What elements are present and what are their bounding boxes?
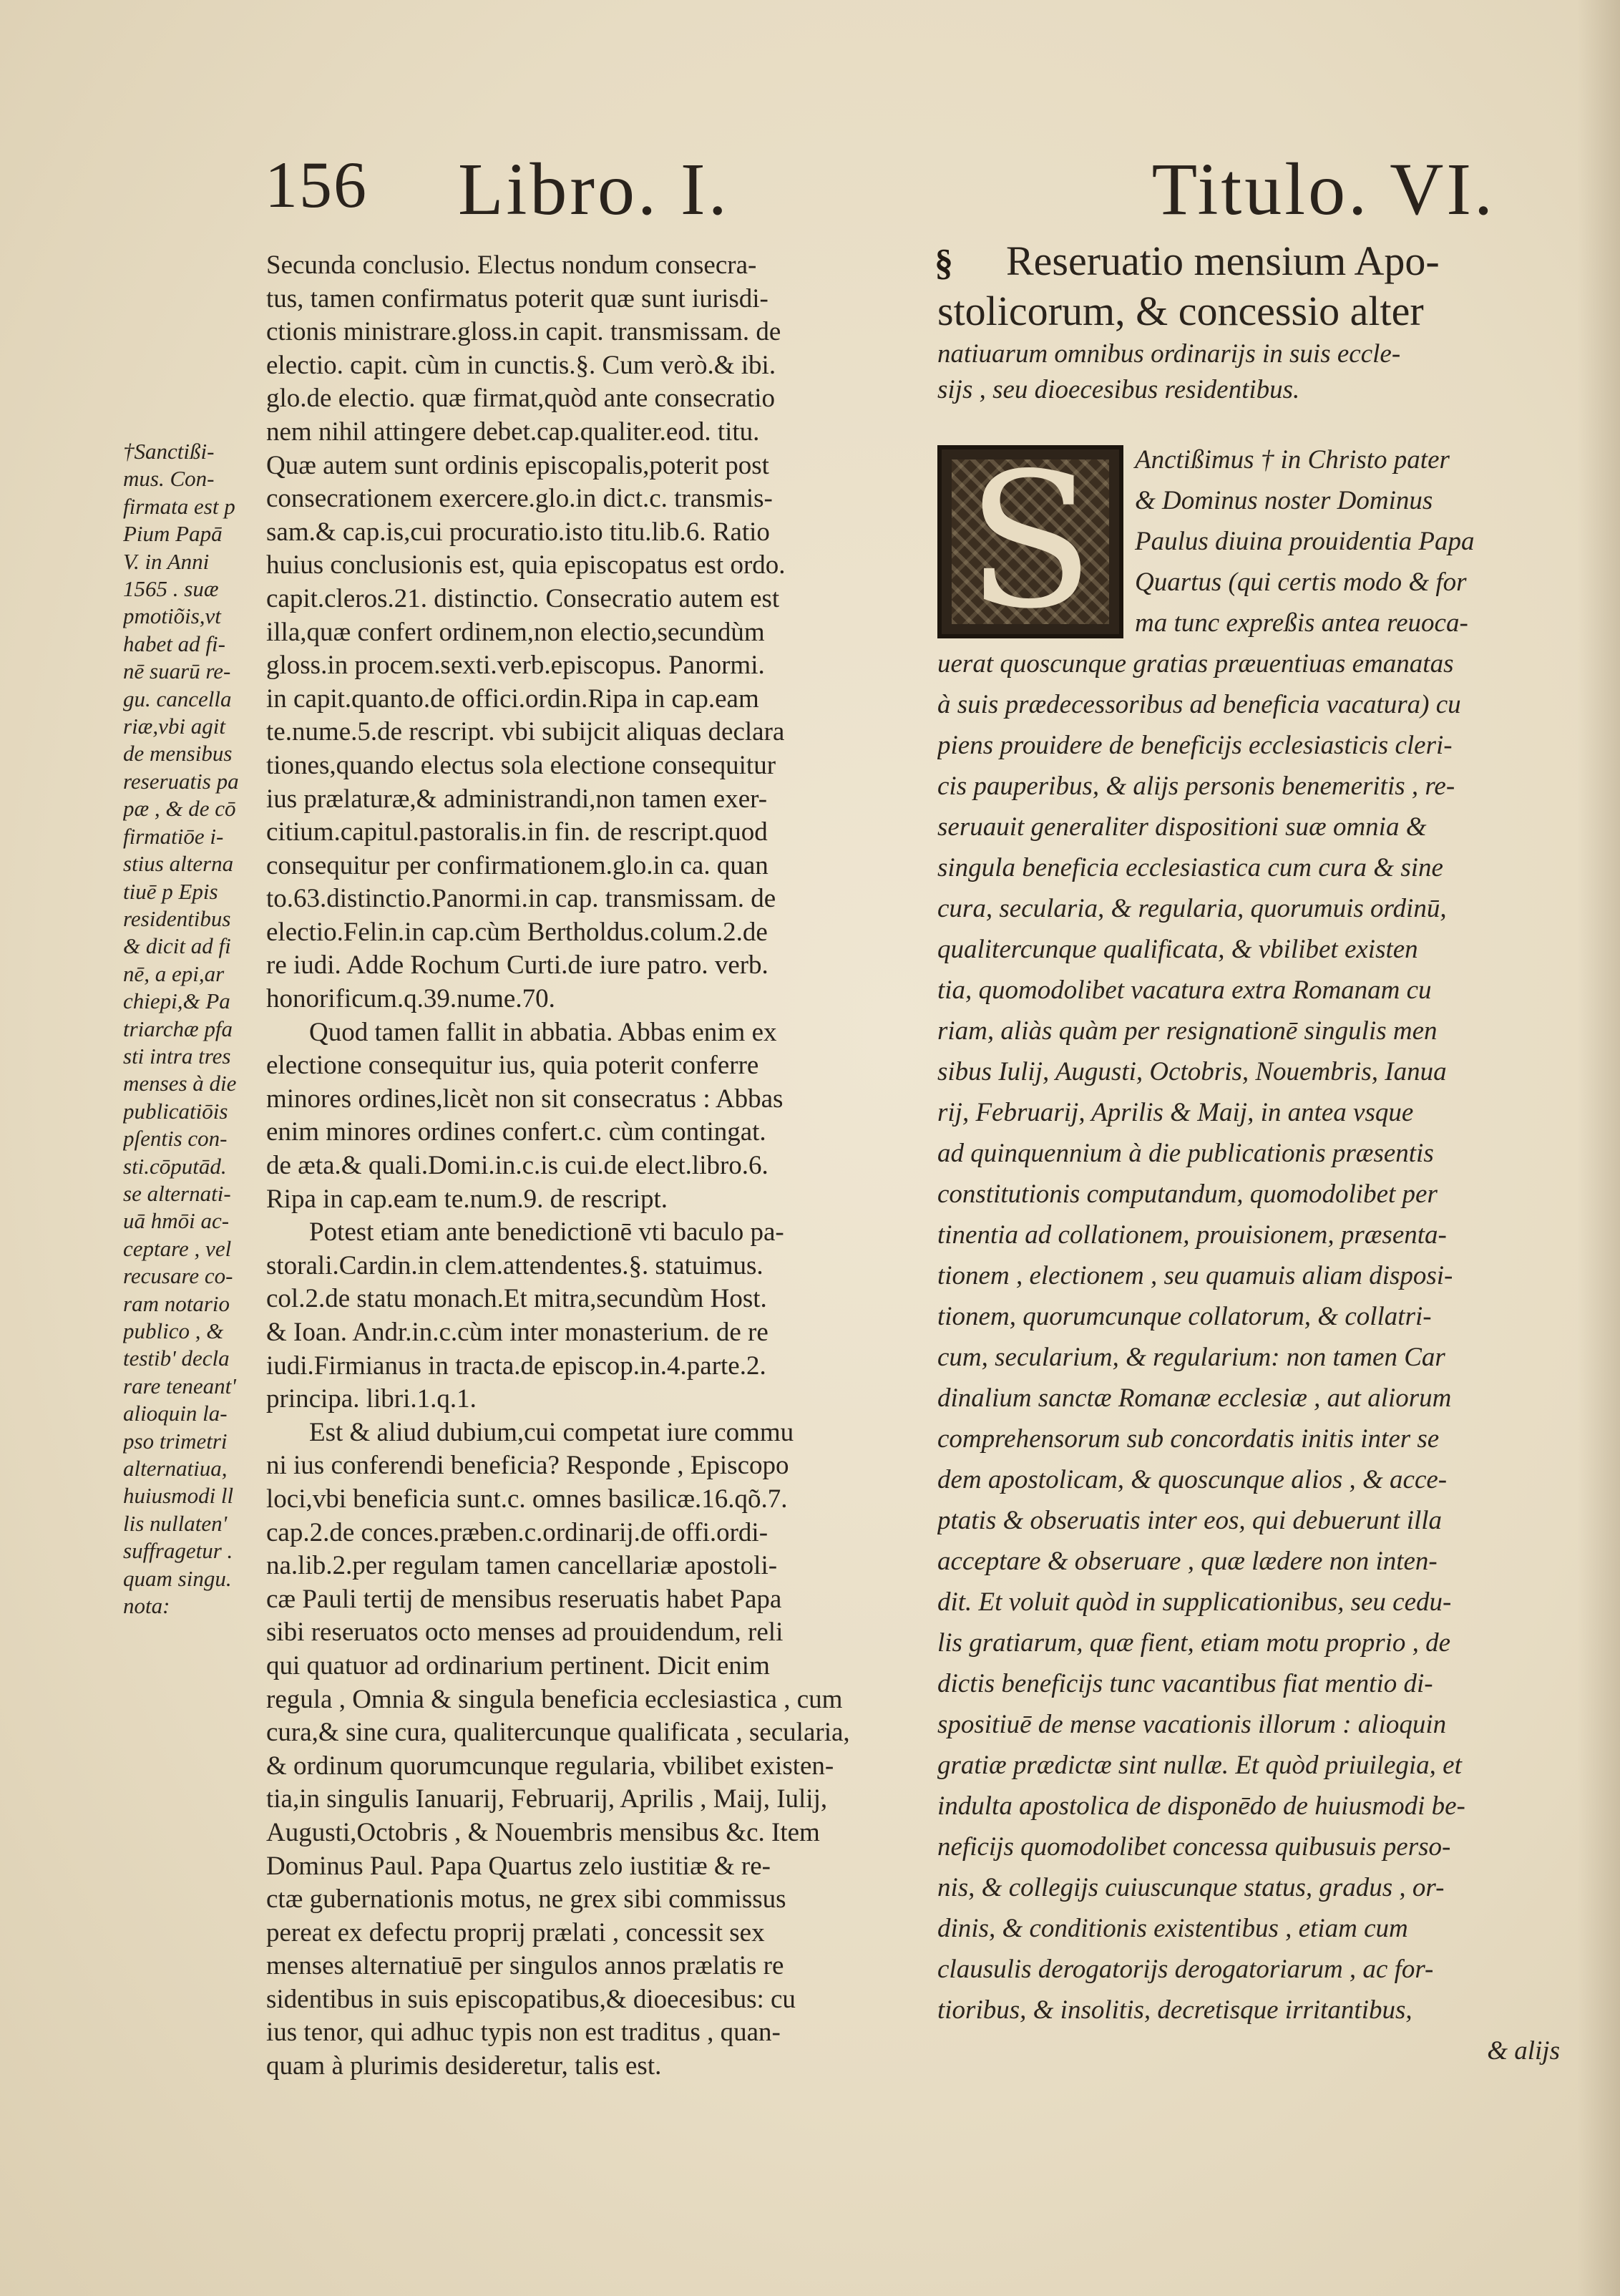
text-line: spositiuē de mense vacationis illorum : alioquin bbox=[937, 1710, 1447, 1739]
text-line: nis, & collegijs cuiuscunque status, gradus , or- bbox=[937, 1873, 1445, 1902]
left-column bbox=[266, 249, 889, 2083]
text-line: ctæ gubernationis motus, ne grex sibi commissus bbox=[266, 1884, 786, 1915]
margin-note-line: V. in Anni bbox=[123, 548, 210, 574]
left-paragraph-4 bbox=[266, 1416, 889, 2083]
margin-note-line: nē, a epi,ar bbox=[123, 960, 225, 986]
book-heading: Libro. I. bbox=[458, 148, 730, 230]
margin-note-line: residentibus bbox=[123, 905, 231, 931]
margin-note-line: tiuē p Epis bbox=[123, 878, 218, 904]
text-line: Quod tamen fallit in abbatia. Abbas enim ex bbox=[309, 1017, 777, 1047]
text-line: Est & aliud dubium,cui competat iure commu bbox=[309, 1417, 794, 1447]
margin-note-line: chiepi,& Pa bbox=[123, 988, 230, 1014]
text-line: tia,in singulis Ianuarij, Februarij, Aprilis , Maij, Iulij, bbox=[266, 1784, 828, 1814]
text-line: sibus Iulij, Augusti, Octobris, Nouembris, Ianua bbox=[937, 1057, 1447, 1086]
text-line: singula beneficia ecclesiastica cum cura & sine bbox=[937, 853, 1443, 882]
text-line: citium.capitul.pastoralis.in fin. de rescript.quod bbox=[266, 817, 768, 847]
text-line: consecrationem exercere.glo.in dict.c. transmis- bbox=[266, 484, 773, 514]
text-line: menses alternatiuē per singulos annos prælatis re bbox=[266, 1951, 784, 1981]
margin-note-line: triarchæ pfa bbox=[123, 1016, 233, 1041]
text-line: tus, tamen confirmatus poterit quæ sunt iurisdi- bbox=[266, 283, 768, 313]
margin-note-line: uā hmōi ac- bbox=[123, 1208, 230, 1234]
margin-note-line: sti intra tres bbox=[123, 1043, 231, 1069]
margin-note-line: stius alterna bbox=[123, 851, 234, 877]
left-paragraph-3 bbox=[266, 1216, 889, 1416]
margin-note-line: ram notario bbox=[123, 1290, 230, 1316]
text-line: piens prouidere de beneficijs ecclesiasticis cleri- bbox=[937, 731, 1453, 760]
margin-note-line: lis nullaten' bbox=[123, 1510, 228, 1536]
text-line: Quartus (qui certis modo & for bbox=[1135, 568, 1467, 597]
margin-note-line: reseruatis pa bbox=[123, 768, 239, 794]
margin-note-line: publicatiōis bbox=[123, 1098, 228, 1124]
margin-note-line: nota: bbox=[123, 1593, 170, 1619]
text-line: uerat quoscunque gratias præuentiuas emanatas bbox=[937, 649, 1454, 678]
section-title bbox=[937, 236, 1567, 408]
left-paragraph-2 bbox=[266, 1016, 889, 1217]
decorated-initial bbox=[937, 434, 1123, 650]
text-line: huius conclusionis est, quia episcopatus est ordo. bbox=[266, 550, 786, 580]
text-line: gratiæ prædictæ sint nullæ. Et quòd priuilegia, et bbox=[937, 1751, 1462, 1780]
text-line: na.lib.2.per regulam tamen cancellariæ apostoli- bbox=[266, 1551, 778, 1581]
text-line: ni ius conferendi beneficia? Responde , Episcopo bbox=[266, 1451, 789, 1481]
text-line: ctionis ministrare.gloss.in capit. transmissam. de bbox=[266, 317, 781, 347]
initial-ornament bbox=[952, 434, 1109, 650]
text-line: dinalium sanctæ Romanæ ecclesiæ , aut aliorum bbox=[937, 1383, 1452, 1413]
margin-note-line: †Sanctißi- bbox=[123, 439, 215, 464]
margin-note-line: ceptare , vel bbox=[123, 1235, 232, 1261]
title-line-3: natiuarum omnibus ordinarijs in suis eccle- bbox=[937, 339, 1401, 369]
text-line: indulta apostolica de disponēdo de huiusmodi be- bbox=[937, 1791, 1465, 1821]
text-line: à suis prædecessoribus ad beneficia vacatura) cu bbox=[937, 690, 1461, 719]
text-line: Quæ autem sunt ordinis episcopalis,poterit post bbox=[266, 450, 769, 480]
margin-note-line: 1565 . suæ bbox=[123, 576, 219, 602]
text-line: de æta.& quali.Domi.in.c.is cui.de elect.libro.6. bbox=[266, 1151, 768, 1181]
margin-note-line: quam singu. bbox=[123, 1565, 232, 1591]
right-column bbox=[937, 236, 1567, 2071]
text-line: acceptare & obseruare , quæ lædere non inten- bbox=[937, 1547, 1438, 1576]
margin-note-line: mus. Con- bbox=[123, 466, 215, 492]
margin-note-line: menses à die bbox=[123, 1071, 237, 1096]
text-line: rij, Februarij, Aprilis & Maij, in antea vsque bbox=[937, 1098, 1414, 1127]
text-line: & Dominus noster Dominus bbox=[1135, 486, 1433, 515]
text-line: consequitur per confirmationem.glo.in ca. quan bbox=[266, 850, 768, 880]
text-line: tiones,quando electus sola electione consequitur bbox=[266, 750, 776, 780]
margin-note-line: gu. cancella bbox=[123, 686, 232, 711]
margin-note-line: publico , & bbox=[123, 1318, 224, 1343]
text-line: cura,& sine cura, qualitercunque qualificata , secularia, bbox=[266, 1718, 850, 1748]
text-line: sam.& cap.is,cui procuratio.isto titu.lib.6. Ratio bbox=[266, 517, 770, 547]
text-line: Dominus Paul. Papa Quartus zelo iustitiæ & re- bbox=[266, 1851, 771, 1881]
text-line: tioribus, & insolitis, decretisque irritantibus, bbox=[937, 1995, 1412, 2025]
text-line: honorificum.q.39.nume.70. bbox=[266, 984, 555, 1014]
text-line: ma tunc expreßis antea reuoca- bbox=[1135, 608, 1468, 638]
title-line-2: stolicorum, & concessio alter bbox=[937, 288, 1424, 334]
text-line: dit. Et voluit quòd in supplicationibus, seu cedu- bbox=[937, 1587, 1452, 1617]
text-line: to.63.distinctio.Panormi.in cap. transmissam. de bbox=[266, 884, 776, 914]
text-line: in capit.quanto.de offici.ordin.Ripa in cap.eam bbox=[266, 684, 759, 714]
text-line: & ordinum quorumcunque regularia, vbilibet existen- bbox=[266, 1751, 834, 1781]
text-line: capit.cleros.21. distinctio. Consecratio autem est bbox=[266, 583, 780, 613]
text-line: ptatis & obseruatis inter eos, qui debuerunt illa bbox=[937, 1506, 1443, 1535]
constitution-text bbox=[937, 434, 1567, 2071]
text-line: principa. libri.1.q.1. bbox=[266, 1384, 477, 1414]
text-line: tionem, quorumcunque collatorum, & collatri- bbox=[937, 1302, 1432, 1331]
text-line: sibi reseruatos octo menses ad prouidendum, reli bbox=[266, 1618, 784, 1648]
margin-note bbox=[123, 438, 250, 1620]
text-line: regula , Omnia & singula beneficia ecclesiastica , cum bbox=[266, 1684, 843, 1714]
text-line: Augusti,Octobris , & Nouembris mensibus &c. Item bbox=[266, 1817, 820, 1847]
margin-note-line: riæ,vbi agit bbox=[123, 714, 225, 739]
page-gutter-shadow bbox=[1577, 0, 1620, 2296]
margin-note-line: sti.cōputād. bbox=[123, 1153, 227, 1179]
title-line-4: sijs , seu dioecesibus residentibus. bbox=[937, 375, 1300, 404]
text-line: quam à plurimis desideretur, talis est. bbox=[266, 2051, 662, 2081]
running-header bbox=[265, 147, 1495, 240]
text-line: gloss.in procem.sexti.verb.episcopus. Panormi. bbox=[266, 651, 765, 681]
margin-note-line: firmatiōe i- bbox=[123, 823, 224, 849]
left-paragraph-1 bbox=[266, 249, 889, 1016]
text-line: ius prælaturæ,& administrandi,non tamen exer- bbox=[266, 784, 768, 814]
text-line: qualitercunque qualificata, & vbilibet existen bbox=[937, 935, 1418, 964]
margin-note-line: testib' decla bbox=[123, 1346, 230, 1371]
text-line: storali.Cardin.in clem.attendentes.§. statuimus. bbox=[266, 1250, 763, 1280]
text-line: neficijs quomodolibet concessa quibusuis perso- bbox=[937, 1832, 1451, 1862]
text-line: loci,vbi beneficia sunt.c. omnes basilicæ.16.qõ.7. bbox=[266, 1484, 788, 1514]
margin-note-line: pmotiõis,vt bbox=[123, 603, 221, 629]
text-line: lis gratiarum, quæ fient, etiam motu proprio , de bbox=[937, 1628, 1451, 1658]
margin-note-line: alioquin la- bbox=[123, 1401, 228, 1426]
margin-note-line: alternatiua, bbox=[123, 1456, 228, 1482]
margin-note-line: huiusmodi ll bbox=[123, 1483, 234, 1509]
text-line: iudi.Firmianus in tracta.de episcop.in.4.parte.2. bbox=[266, 1351, 766, 1381]
margin-note-line: nē suarū re- bbox=[123, 658, 231, 684]
text-line: Secunda conclusio. Electus nondum consecra- bbox=[266, 250, 757, 280]
text-line: electio. capit. cùm in cunctis.§. Cum verò.& ibi. bbox=[266, 350, 776, 380]
margin-note-line: firmata est p bbox=[123, 493, 235, 519]
text-line: seruauit generaliter dispositioni suæ omnia & bbox=[937, 812, 1427, 842]
text-line: col.2.de statu monach.Et mitra,secundùm Host. bbox=[266, 1284, 767, 1314]
text-line: sidentibus in suis episcopatibus,& dioecesibus: cu bbox=[266, 1984, 796, 2014]
margin-note-line: rare teneant' bbox=[123, 1373, 236, 1398]
folio-number: 156 bbox=[265, 148, 368, 221]
title-line-1: Reseruatio mensium Apo- bbox=[1006, 238, 1440, 284]
paragraph-mark-icon: § bbox=[935, 243, 953, 283]
text-line: nem nihil attingere debet.cap.qualiter.eod. titu. bbox=[266, 417, 760, 447]
text-line: dinis, & conditionis existentibus , etiam cum bbox=[937, 1914, 1408, 1943]
text-line: tia, quomodolibet vacatura extra Romanam cu bbox=[937, 976, 1432, 1005]
text-line: cum, secularium, & regularium: non tamen Car bbox=[937, 1343, 1445, 1372]
text-line: constitutionis computandum, quomodolibet per bbox=[937, 1179, 1438, 1209]
text-line: illa,quæ confert ordinem,non electio,secundùm bbox=[266, 617, 765, 647]
margin-note-line: pso trimetri bbox=[123, 1428, 228, 1454]
text-line: pereat ex defectu proprij prælati , concessit sex bbox=[266, 1917, 765, 1947]
margin-note-line: se alternati- bbox=[123, 1180, 231, 1206]
text-line: cæ Pauli tertij de mensibus reseruatis habet Papa bbox=[266, 1584, 782, 1614]
text-line: cis pauperibus, & alijs personis benemeritis , re- bbox=[937, 772, 1455, 801]
text-line: glo.de electio. quæ firmat,quòd ante consecratio bbox=[266, 384, 775, 414]
text-line: minores ordines,licèt non sit consecratus : Abbas bbox=[266, 1084, 784, 1114]
text-line: dictis beneficijs tunc vacantibus fiat mentio di- bbox=[937, 1669, 1433, 1698]
text-line: clausulis derogatorijs derogatoriarum , ac for- bbox=[937, 1955, 1434, 1984]
text-line: ius tenor, qui adhuc typis non est traditus , quan- bbox=[266, 2018, 781, 2048]
text-line: dem apostolicam, & quoscunque alios , & acce- bbox=[937, 1465, 1448, 1494]
text-line: ad quinquennium à die publicationis præsentis bbox=[937, 1139, 1434, 1168]
text-line: re iudi. Adde Rochum Curti.de iure patro. verb. bbox=[266, 950, 768, 981]
text-line: cura, secularia, & regularia, quorumuis ordinū, bbox=[937, 894, 1447, 923]
text-line: riam, aliàs quàm per resignationē singulis men bbox=[937, 1016, 1438, 1046]
margin-note-line: recusare co- bbox=[123, 1263, 233, 1289]
margin-note-line: Pium Papā bbox=[123, 521, 223, 547]
text-line: electio.Felin.in cap.cùm Bertholdus.colum.2.de bbox=[266, 917, 768, 947]
text-line: te.nume.5.de rescript. vbi subijcit aliquas declara bbox=[266, 717, 785, 747]
text-line: comprehensorum sub concordatis initis inter se bbox=[937, 1424, 1440, 1454]
margin-note-line: pſentis con- bbox=[123, 1126, 228, 1152]
text-line: Anctißimus † in Christo pater bbox=[1135, 445, 1450, 475]
text-line: enim minores ordines confert.c. cùm contingat. bbox=[266, 1117, 766, 1147]
text-line: tinentia ad collationem, prouisionem, præsenta- bbox=[937, 1220, 1447, 1250]
text-line: Ripa in cap.eam te.num.9. de rescript. bbox=[266, 1184, 668, 1214]
margin-note-line: suffragetur . bbox=[123, 1538, 233, 1564]
text-line: qui quatuor ad ordinarium pertinent. Dicit enim bbox=[266, 1650, 770, 1680]
margin-note-line: & dicit ad fi bbox=[123, 933, 231, 959]
catchword: & alijs bbox=[1487, 2036, 1560, 2066]
text-line: Paulus diuina prouidentia Papa bbox=[1135, 527, 1475, 556]
margin-note-line: pæ , & de cō bbox=[123, 796, 236, 822]
text-line: electione consequitur ius, quia poterit conferre bbox=[266, 1051, 759, 1081]
margin-note-line: de mensibus bbox=[123, 741, 233, 767]
initial-letter: S bbox=[966, 434, 1095, 650]
body-lines bbox=[937, 643, 1567, 2030]
text-line: Potest etiam ante benedictionē vti baculo pa- bbox=[309, 1217, 784, 1247]
text-line: tionem , electionem , seu quamuis aliam disposi- bbox=[937, 1261, 1453, 1290]
text-line: cap.2.de conces.præben.c.ordinarij.de offi.ordi- bbox=[266, 1517, 768, 1547]
title-heading: Titulo. VI. bbox=[1151, 148, 1495, 230]
text-line: & Ioan. Andr.in.c.cùm inter monasterium. de re bbox=[266, 1318, 768, 1347]
margin-note-line: habet ad fi- bbox=[123, 631, 225, 656]
